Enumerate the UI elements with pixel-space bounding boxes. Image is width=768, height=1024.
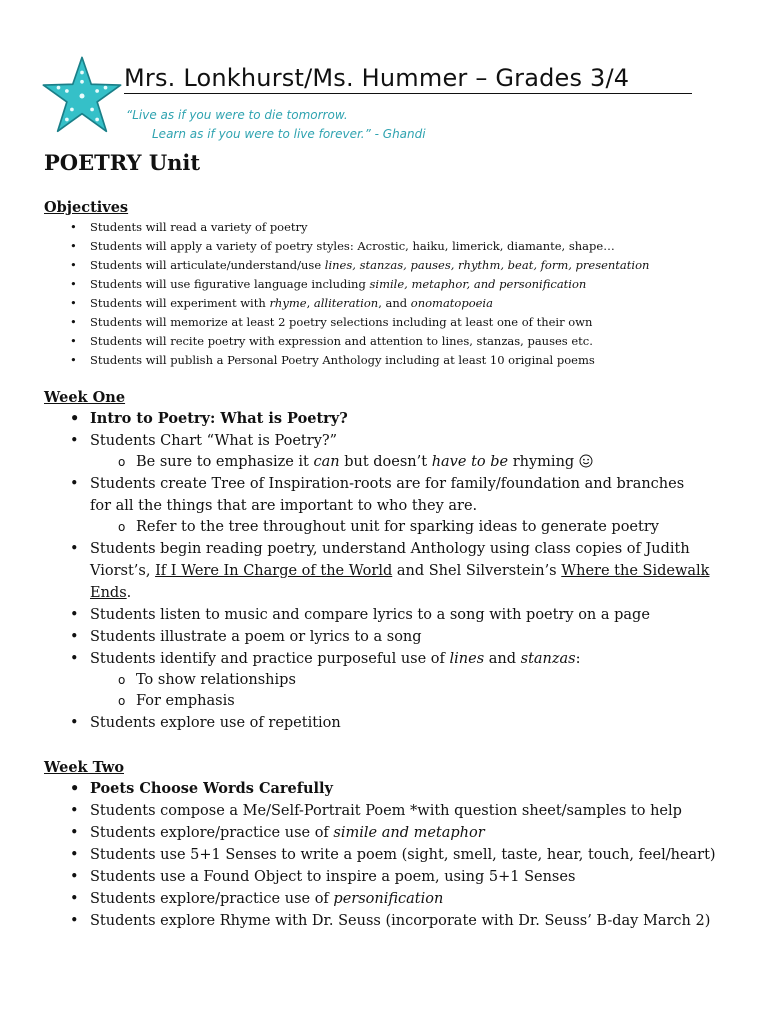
week-one-section [44,388,728,734]
book-title: Where the Sidewalk [561,563,710,579]
week-two-heading: Week Two [44,759,124,776]
list-item: • Students begin reading poetry, understand Anthology using class copies of Judith Viorst’s, If I Were In Charge of the World and Shel Silverstein’s Where the Sidewalk Ends. [90,538,728,604]
week-two-list [90,778,728,932]
list-item: • Students explore use of repetition [90,712,728,734]
list-item: • Students will use figurative language including simile, metaphor, and personification [90,275,728,294]
list-item: • Students will articulate/understand/use lines, stanzas, pauses, rhythm, beat, form, presentation [90,256,728,275]
list-item: • Students will recite poetry with expression and attention to lines, stanzas, pauses etc. [90,332,728,351]
quote-line-2: Learn as if you were to live forever.” - Ghandi [152,127,426,141]
list-item: • Students will publish a Personal Poetry Anthology including at least 10 original poems [90,351,728,370]
list-item: • Students identify and practice purposeful use of lines and stanzas: o To show relationships o For emphasis [90,648,728,712]
book-title: Ends [90,585,127,601]
list-item: • Students illustrate a poem or lyrics to a song [90,626,728,648]
list-item: • Poets Choose Words Carefully [90,778,728,800]
smiley-icon [579,454,593,468]
list-item: • Students create Tree of Inspiration-roots are for family/foundation and branches for all the things that are important to who they are. o Refer to the tree throughout unit for sparking ideas to generate poetry [90,473,728,538]
quote-line-1: “Live as if you were to die tomorrow. [126,108,348,122]
objectives-list [90,218,728,370]
sub-list-item: o Be sure to emphasize it can but doesn’t have to be rhyming [136,452,728,473]
list-item: • Students explore/practice use of simile and metaphor [90,822,728,844]
objectives-heading: Objectives [44,199,129,216]
page-title: Mrs. Lonkhurst/Ms. Hummer – Grades 3/4 [124,64,692,94]
sub-list-item: o To show relationships [136,670,728,691]
week-one-list [90,408,728,734]
week-two-section [44,758,728,932]
list-item: • Students explore/practice use of personification [90,888,728,910]
unit-title: POETRY Unit [44,150,201,175]
list-item: • Students will memorize at least 2 poetry selections including at least one of their own [90,313,728,332]
list-item: • Intro to Poetry: What is Poetry? [90,408,728,430]
list-item: • Students will apply a variety of poetry styles: Acrostic, haiku, limerick, diamante, shape… [90,237,728,256]
list-item: • Students use 5+1 Senses to write a poem (sight, smell, taste, hear, touch, feel/heart) [90,844,728,866]
list-item: • Students will read a variety of poetry [90,218,728,237]
list-item: • Students Chart “What is Poetry?” o Be sure to emphasize it can but doesn’t have to be rhyming [90,430,728,473]
starfish-icon [40,54,124,138]
sub-list-item: o Refer to the tree throughout unit for sparking ideas to generate poetry [136,517,728,538]
list-item: • Students use a Found Object to inspire a poem, using 5+1 Senses [90,866,728,888]
list-item: • Students compose a Me/Self-Portrait Poem *with question sheet/samples to help [90,800,728,822]
list-item: • Students will experiment with rhyme, alliteration, and onomatopoeia [90,294,728,313]
week-one-heading: Week One [44,389,126,406]
list-item: • Students listen to music and compare lyrics to a song with poetry on a page [90,604,728,626]
sub-list-item: o For emphasis [136,691,728,712]
objectives-section [44,198,728,370]
list-item: • Students explore Rhyme with Dr. Seuss (incorporate with Dr. Seuss’ B-day March 2) [90,910,728,932]
book-title: If I Were In Charge of the World [155,563,393,579]
